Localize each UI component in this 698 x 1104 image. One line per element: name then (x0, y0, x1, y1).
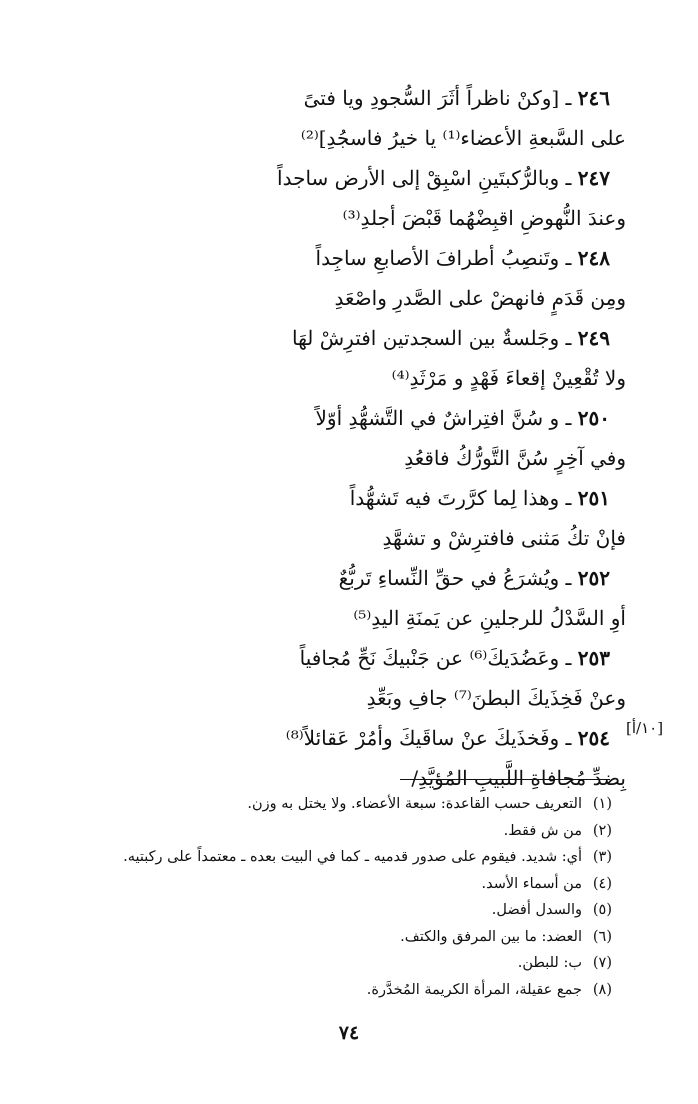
verse-251-second-hemistich (0, 518, 698, 558)
hemistich-text: وبالرُّكبتَينِ اسْبِقْ إلى الأرض ساجداً (277, 166, 560, 190)
footnote-text: أي: شديد. فيقوم على صدور قدميه ـ كما في البيت بعده ـ معتمداً على ركبتيه. (123, 849, 582, 865)
verse-253-first-hemistich: ٢٥٣ ـ وعَضُدَيكَ⁽⁶⁾ عن جَنْبيكَ نَحِّ مُجافياً (299, 646, 610, 670)
verse-247-first-hemistich: ٢٤٧ ـ وبالرُّكبتَينِ اسْبِقْ إلى الأرض ساجداً (277, 166, 610, 190)
hemistich-text: ومِن قَدَمٍ فانهضْ على الصَّدرِ واصْعَدِ (334, 286, 626, 310)
footnote-1 (72, 791, 612, 818)
footnote-number: (٦) (592, 928, 612, 945)
hemistich-text: وعَضُدَيكَ⁽⁶⁾ عن جَنْبيكَ نَحِّ مُجافياً (299, 646, 560, 670)
verse-246-first-hemistich: ٢٤٦ ـ [وكنْ ناظراً أثَرَ السُّجودِ ويا فتىً (303, 86, 610, 110)
hemistich-text: وتَنصِبُ أطرافَ الأصابعِ ساجِداً (315, 246, 560, 270)
verse-252-first-hemistich: ٢٥٢ ـ ويُشرَعُ في حقِّ النِّساءِ تَربُّعٌ (338, 566, 610, 590)
verse-249-second-hemistich (0, 358, 698, 398)
footnote-number: (٥) (592, 902, 612, 918)
footnote-text: التعريف حسب القاعدة: سبعة الأعضاء. ولا يختل به وزن. (247, 796, 582, 812)
footnote-2 (72, 818, 612, 845)
verse-250-first-hemistich: ٢٥٠ ـ و سُنَّ افتِراشٌ في التَّشهُّدِ أوّلاً (315, 406, 610, 430)
footnote-6 (72, 924, 612, 951)
footnote-7 (72, 950, 612, 977)
verse-number: ٢٤٩ (577, 326, 610, 350)
hemistich-text: وجَلسةٌ بين السجدتين افترِشْ لهَا (291, 326, 560, 350)
footnote-number: (٧) (592, 955, 612, 971)
hemistich-text: وعنْ فَخِذَيكَ البطنَ⁽⁷⁾ جافِ وبَعِّدِ (366, 686, 626, 710)
verse-248-first-hemistich: ٢٤٨ ـ وتَنصِبُ أطرافَ الأصابعِ ساجِداً (315, 246, 610, 270)
verse-250-second-hemistich (0, 438, 698, 478)
footnote-5 (72, 897, 612, 924)
footnote-text: والسدل أفضل. (491, 902, 582, 918)
hemistich-text: وفي آخِرٍ سُنَّ التَّورُّكُ فاقعُدِ (404, 446, 626, 470)
hemistich-text: أوِ السَّدْلُ للرجلينِ عن يَمنَةِ اليدِ⁽⁵⁾ (353, 606, 626, 630)
footnote-number: (٨) (592, 981, 612, 998)
footnote-number: (٤) (592, 875, 612, 892)
hemistich-text: وهذا لِما كرَّرتَ فيه تَشهُّداً (349, 486, 560, 510)
poem-body (0, 78, 698, 798)
hemistich-text: على السَّبعةِ الأعضاء⁽¹⁾ يا خيرُ فاسجُدِ]⁽²⁾ (300, 126, 626, 150)
footnote-number: (١) (592, 796, 612, 812)
footnotes (72, 791, 612, 1003)
footnote-number: (٢) (592, 822, 612, 839)
footnote-separator (400, 779, 610, 780)
verse-number: ٢٤٦ (577, 86, 610, 110)
verse-number: ٢٤٨ (577, 246, 610, 270)
verse-254-first-hemistich: ٢٥٤ ـ وفَخذَيكَ عنْ ساقَيكَ وأمُرْ عَقائلاً⁽⁸⁾ (285, 726, 610, 750)
page-number: ٧٤ (338, 1022, 360, 1044)
hemistich-text: بِضدِّ مُجافاةِ اللَّبيبِ المُؤيَّدِ/ (411, 766, 626, 790)
hemistich-text: وفَخذَيكَ عنْ ساقَيكَ وأمُرْ عَقائلاً⁽⁸⁾ (285, 726, 560, 750)
verse-248-second-hemistich (0, 278, 698, 318)
hemistich-text: [وكنْ ناظراً أثَرَ السُّجودِ ويا فتىً (303, 86, 560, 110)
footnote-text: ب: للبطن. (517, 955, 582, 971)
footnote-text: من ش فقط. (503, 822, 582, 839)
hemistich-text: و سُنَّ افتِراشٌ في التَّشهُّدِ أوّلاً (315, 406, 560, 430)
footnote-text: من أسماء الأسد. (481, 875, 582, 892)
verse-number: ٢٥٣ (577, 646, 610, 670)
verse-247-second-hemistich (0, 198, 698, 238)
footnote-text: العضد: ما بين المرفق والكتف. (400, 928, 582, 945)
verse-number: ٢٥٤ (577, 726, 610, 750)
hemistich-text: ولا تُقْعِينْ إقعاءَ فَهْدٍ و مَرْثَدِ⁽⁴⁾ (391, 366, 626, 390)
footnote-text: جمع عقيلة، المرأة الكريمة المُخدَّرة. (366, 981, 582, 998)
manuscript-folio-reference: [١٠/أ] (626, 719, 664, 737)
verse-251-first-hemistich: ٢٥١ ـ وهذا لِما كرَّرتَ فيه تَشهُّداً (349, 486, 610, 510)
hemistich-text: ويُشرَعُ في حقِّ النِّساءِ تَربُّعٌ (338, 566, 560, 590)
verse-253-second-hemistich (0, 678, 698, 718)
verse-246-second-hemistich (0, 118, 698, 158)
verse-number: ٢٥٢ (577, 566, 610, 590)
hemistich-text: وعندَ النُّهوضِ اقبِضْهُما قَبْضَ أجلدِ⁽³⁾ (342, 206, 626, 230)
verse-249-first-hemistich: ٢٤٩ ـ وجَلسةٌ بين السجدتين افترِشْ لهَا (291, 326, 610, 350)
hemistich-text: فإنْ تكُ مَثنى فافترِشْ و تشهَّدِ (382, 526, 626, 550)
verse-number: ٢٤٧ (577, 166, 610, 190)
footnote-4 (72, 871, 612, 898)
verse-252-second-hemistich (0, 598, 698, 638)
verse-number: ٢٥١ (577, 486, 610, 510)
footnote-3 (72, 844, 612, 871)
footnote-number: (٣) (592, 849, 612, 865)
verse-number: ٢٥٠ (577, 406, 610, 430)
footnote-8 (72, 977, 612, 1004)
